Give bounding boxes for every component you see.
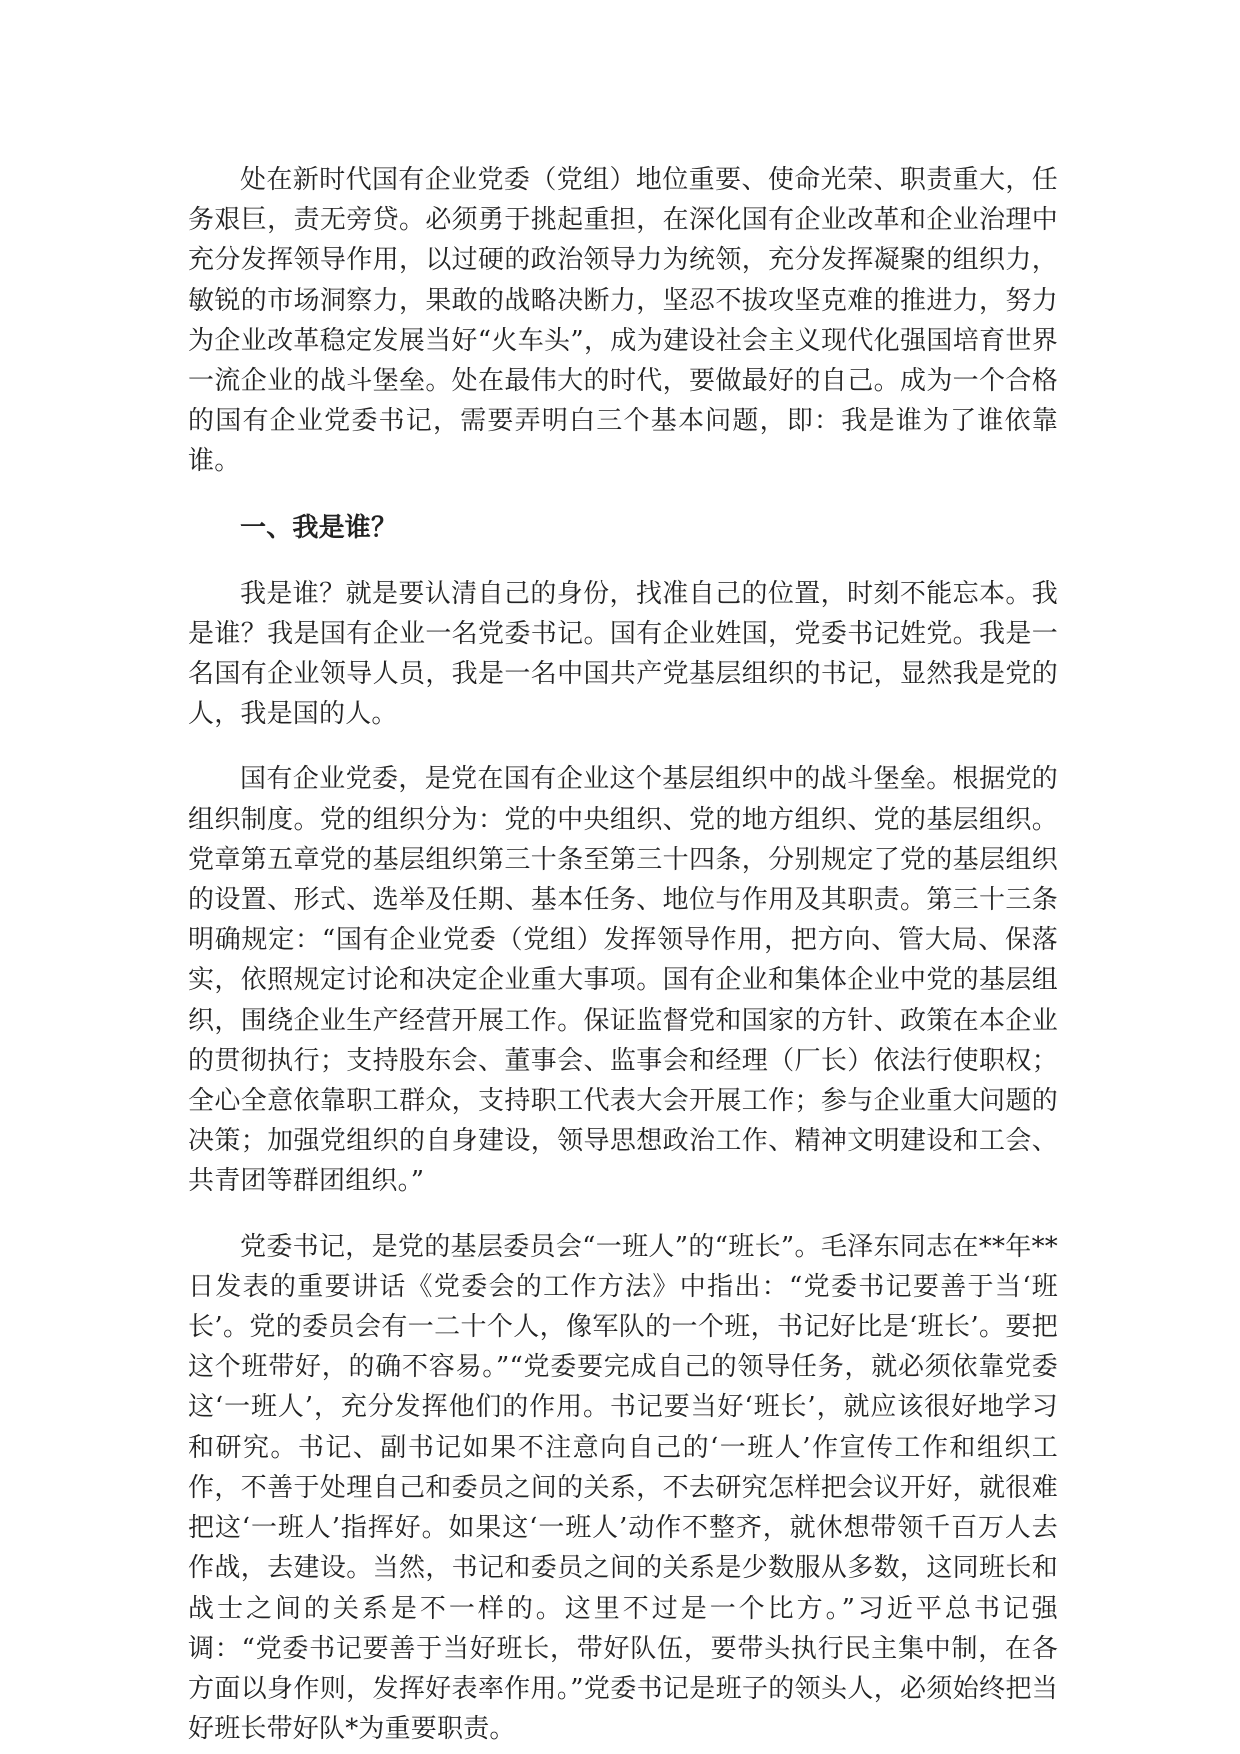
document-page <box>188 160 1058 1749</box>
party-secretary-paragraph: 党委书记，是党的基层委员会“一班人”的“班长”。毛泽东同志在**年**日发表的重要讲话《党委会的工作方法》中指出：“党委书记要善于当‘班长’。党的委员会有一二十个人，像军队的一个班，书记好比是‘班长’。要把这个班带好，的确不容易。”“党委要完成自己的领导任务，就必须依靠党委这‘一班人’，充分发挥他们的作用。书记要当好‘班长’，就应该很好地学习和研究。书记、副书记如果不注意向自己的‘一班人’作宣传工作和组织工作，不善于处理自己和委员之间的关系，不去研究怎样把会议开好，就很难把这‘一班人’指挥好。如果这‘一班人’动作不整齐，就休想带领千百万人去作战，去建设。当然，书记和委员之间的关系是少数服从多数，这同班长和战士之间的关系是不一样的。这里不过是一个比方。”习近平总书记强调：“党委书记要善于当好班长，带好队伍，要带头执行民主集中制，在各方面以身作则，发挥好表率作用。”党委书记是班子的领头人，必须始终把当好班长带好队*为重要职责。 <box>188 1231 1058 1745</box>
intro-paragraph: 处在新时代国有企业党委（党组）地位重要、使命光荣、职责重大，任务艰巨，责无旁贷。必须勇于挑起重担，在深化国有企业改革和企业治理中充分发挥领导作用，以过硬的政治领导力为统领，充分发挥凝聚的组织力，敏锐的市场洞察力，果敢的战略决断力，坚忍不拔攻坚克难的推进力，努力为企业改革稳定发展当好“火车头”，成为建设社会主义现代化强国培育世界一流企业的战斗堡垒。处在最伟大的时代，要做最好的自己。成为一个合格的国有企业党委书记，需要弄明白三个基本问题，即：我是谁为了谁依靠谁。 <box>188 165 1058 477</box>
who-am-i-paragraph: 我是谁？就是要认清自己的身份，找准自己的位置，时刻不能忘本。我是谁？我是国有企业一名党委书记。国有企业姓国，党委书记姓党。我是一名国有企业领导人员，我是一名中国共产党基层组织的书记，显然我是党的人，我是国的人。 <box>188 578 1058 730</box>
party-committee-paragraph: 国有企业党委，是党在国有企业这个基层组织中的战斗堡垒。根据党的组织制度。党的组织分为：党的中央组织、党的地方组织、党的基层组织。党章第五章党的基层组织第三十条至第三十四条，分别规定了党的基层组织的设置、形式、选举及任期、基本任务、地位与作用及其职责。第三十三条明确规定：“国有企业党委（党组）发挥领导作用，把方向、管大局、保落实，依照规定讨论和决定企业重大事项。国有企业和集体企业中党的基层组织，围绕企业生产经营开展工作。保证监督党和国家的方针、政策在本企业的贯彻执行；支持股东会、董事会、监事会和经理（厂长）依法行使职权；全心全意依靠职工群众，支持职工代表大会开展工作；参与企业重大问题的决策；加强党组织的自身建设，领导思想政治工作、精神文明建设和工会、共青团等群团组织。” <box>188 764 1058 1197</box>
section-heading-who-am-i: 一、我是谁？ <box>240 512 398 543</box>
